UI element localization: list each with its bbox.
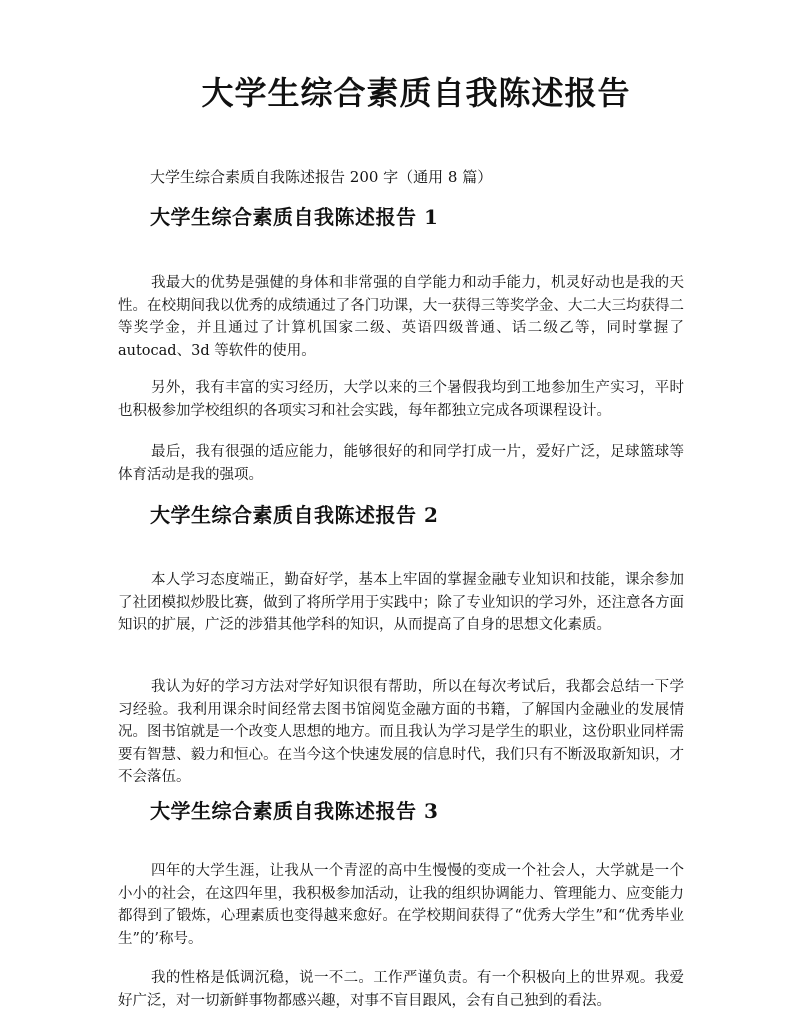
section-1-paragraph-3: 最后，我有很强的适应能力，能够很好的和同学打成一片，爱好广泛，足球篮球等体育活动是我的强项。 xyxy=(118,444,684,483)
document-title: 大学生综合素质自我陈述报告 xyxy=(201,74,631,112)
section-1-paragraph-2: 另外，我有丰富的实习经历，大学以来的三个暑假我均到工地参加生产实习，平时也积极参加学校组织的各项实习和社会实践，每年都独立完成各项课程设计。 xyxy=(118,380,684,419)
section-2-paragraph-1: 本人学习态度端正，勤奋好学，基本上牢固的掌握金融专业知识和技能，课余参加了社团模拟炒股比赛，做到了将所学用于实践中；除了专业知识的学习外，还注意各方面知识的扩展，广泛的涉猎其他学科的知识，从而提高了自身的思想文化素质。 xyxy=(118,572,684,633)
section-1-paragraph-1: 我最大的优势是强健的身体和非常强的自学能力和动手能力，机灵好动也是我的天性。在校期间我以优秀的成绩通过了各门功课，大一获得三等奖学金、大二大三均获得二等奖学金，并且通过了计算机国家二级、英语四级普通、话二级乙等，同时掌握了 autocad、3d 等软件的使用。 xyxy=(118,275,684,359)
section-2-paragraph-2: 我认为好的学习方法对学好知识很有帮助，所以在每次考试后，我都会总结一下学习经验。我利用课余时间经常去图书馆阅览金融方面的书籍，了解国内金融业的发展情况。图书馆就是一个改变人思想的地方。而且我认为学习是学生的职业，这份职业同样需要有智慧、毅力和恒心。在当今这个快速发展的信息时代，我们只有不断汲取新知识，才不会落伍。 xyxy=(118,679,684,785)
section-heading-2: 大学生综合素质自我陈述报告 2 xyxy=(150,503,439,527)
document-subtitle: 大学生综合素质自我陈述报告 200 字（通用 8 篇） xyxy=(150,168,493,186)
section-3-paragraph-1: 四年的大学生涯，让我从一个青涩的高中生慢慢的变成一个社会人，大学就是一个小小的社会，在这四年里，我积极参加活动，让我的组织协调能力、管理能力、应变能力都得到了锻炼，心理素质也变得越来愈好。在学校期间获得了“优秀大学生”和“优秀毕业生”的’称号。 xyxy=(118,863,684,947)
section-heading-3: 大学生综合素质自我陈述报告 3 xyxy=(150,799,439,823)
section-heading-1: 大学生综合素质自我陈述报告 1 xyxy=(150,205,439,229)
section-3-paragraph-2: 我的性格是低调沉稳，说一不二。工作严谨负责。有一个积极向上的世界观。我爱好广泛，对一切新鲜事物都感兴趣，对事不盲目跟风，会有自己独到的看法。 xyxy=(118,970,684,1009)
